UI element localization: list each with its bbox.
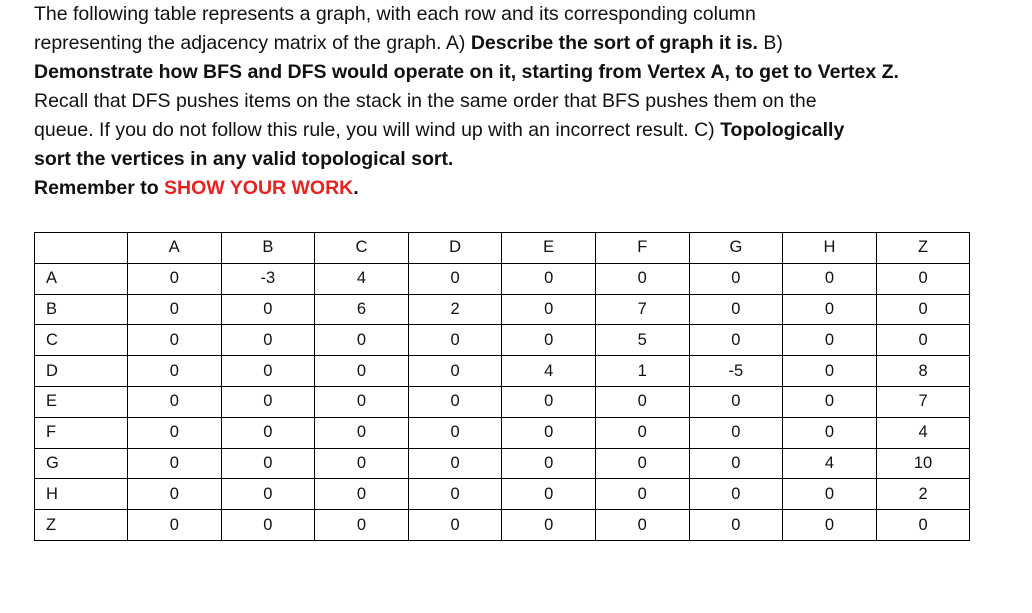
row-header: B bbox=[35, 294, 128, 325]
column-header: E bbox=[502, 233, 596, 264]
table-header-row bbox=[35, 233, 970, 264]
matrix-cell: 0 bbox=[502, 386, 596, 417]
table-row bbox=[35, 417, 970, 448]
matrix-cell: 0 bbox=[689, 386, 783, 417]
row-header: F bbox=[35, 417, 128, 448]
matrix-cell: 0 bbox=[128, 510, 222, 541]
matrix-cell: 0 bbox=[221, 325, 315, 356]
matrix-cell: 0 bbox=[221, 510, 315, 541]
matrix-cell: 0 bbox=[783, 263, 877, 294]
matrix-cell: 0 bbox=[783, 479, 877, 510]
matrix-cell: 0 bbox=[876, 510, 970, 541]
question-line-7 bbox=[34, 174, 994, 203]
row-header: C bbox=[35, 325, 128, 356]
question-line-2 bbox=[34, 29, 994, 58]
matrix-cell: 4 bbox=[502, 356, 596, 387]
matrix-cell: 0 bbox=[595, 386, 689, 417]
matrix-cell: 0 bbox=[689, 263, 783, 294]
column-header: B bbox=[221, 233, 315, 264]
column-header: H bbox=[783, 233, 877, 264]
part-c-prompt-cont: sort the vertices in any valid topological sort. bbox=[34, 148, 454, 170]
matrix-cell: 0 bbox=[783, 417, 877, 448]
matrix-cell: 0 bbox=[595, 448, 689, 479]
matrix-cell: 0 bbox=[221, 448, 315, 479]
matrix-cell: 0 bbox=[408, 479, 502, 510]
matrix-cell: 0 bbox=[128, 448, 222, 479]
question-line-6 bbox=[34, 145, 994, 174]
table-row bbox=[35, 263, 970, 294]
matrix-cell: 0 bbox=[876, 294, 970, 325]
matrix-cell: 0 bbox=[783, 294, 877, 325]
corner-cell bbox=[35, 233, 128, 264]
matrix-cell: 0 bbox=[408, 325, 502, 356]
matrix-cell: 0 bbox=[689, 294, 783, 325]
matrix-cell: 0 bbox=[595, 479, 689, 510]
matrix-cell: 0 bbox=[128, 386, 222, 417]
intro-text-cont: representing the adjacency matrix of the graph. A) bbox=[34, 32, 471, 54]
intro-text: The following table represents a graph, with each row and its corresponding column bbox=[34, 3, 756, 25]
table-row bbox=[35, 294, 970, 325]
matrix-cell: 0 bbox=[502, 479, 596, 510]
matrix-cell: 0 bbox=[128, 479, 222, 510]
matrix-cell: 6 bbox=[315, 294, 409, 325]
matrix-cell: 7 bbox=[876, 386, 970, 417]
column-header: F bbox=[595, 233, 689, 264]
column-header: A bbox=[128, 233, 222, 264]
matrix-cell: 0 bbox=[128, 263, 222, 294]
matrix-cell: -5 bbox=[689, 356, 783, 387]
question-text bbox=[34, 0, 994, 203]
matrix-cell: 0 bbox=[408, 356, 502, 387]
matrix-cell: 7 bbox=[595, 294, 689, 325]
part-b-prompt: Demonstrate how BFS and DFS would operate on it, starting from Vertex A, to get to Vertex Z. bbox=[34, 61, 899, 83]
matrix-cell: 0 bbox=[315, 479, 409, 510]
matrix-cell: 0 bbox=[315, 510, 409, 541]
matrix-cell: 0 bbox=[408, 510, 502, 541]
question-line-5 bbox=[34, 116, 994, 145]
question-line-4 bbox=[34, 87, 994, 116]
matrix-cell: 0 bbox=[221, 294, 315, 325]
table-row bbox=[35, 510, 970, 541]
row-header: E bbox=[35, 386, 128, 417]
matrix-cell: 5 bbox=[595, 325, 689, 356]
table-row bbox=[35, 448, 970, 479]
matrix-cell: 0 bbox=[221, 417, 315, 448]
matrix-cell: 4 bbox=[876, 417, 970, 448]
matrix-cell: 0 bbox=[689, 479, 783, 510]
matrix-cell: 0 bbox=[128, 417, 222, 448]
matrix-cell: 0 bbox=[315, 325, 409, 356]
column-header: C bbox=[315, 233, 409, 264]
matrix-cell: 0 bbox=[221, 479, 315, 510]
show-work-emphasis: SHOW YOUR WORK bbox=[164, 177, 354, 199]
matrix-cell: 0 bbox=[502, 263, 596, 294]
adjacency-matrix-table bbox=[34, 232, 970, 541]
matrix-cell: 2 bbox=[408, 294, 502, 325]
row-header: D bbox=[35, 356, 128, 387]
row-header: Z bbox=[35, 510, 128, 541]
matrix-cell: 0 bbox=[595, 263, 689, 294]
matrix-cell: 0 bbox=[408, 448, 502, 479]
matrix-cell: 0 bbox=[221, 386, 315, 417]
matrix-cell: -3 bbox=[221, 263, 315, 294]
column-header: Z bbox=[876, 233, 970, 264]
matrix-cell: 0 bbox=[502, 448, 596, 479]
matrix-cell: 0 bbox=[783, 325, 877, 356]
matrix-cell: 0 bbox=[128, 356, 222, 387]
matrix-cell: 10 bbox=[876, 448, 970, 479]
matrix-cell: 0 bbox=[689, 417, 783, 448]
question-line-1 bbox=[34, 0, 994, 29]
matrix-cell: 0 bbox=[408, 263, 502, 294]
matrix-cell: 0 bbox=[502, 417, 596, 448]
matrix-cell: 0 bbox=[876, 325, 970, 356]
matrix-cell: 0 bbox=[315, 386, 409, 417]
dfs-note: Recall that DFS pushes items on the stack in the same order that BFS pushes them on the bbox=[34, 90, 817, 112]
matrix-cell: 8 bbox=[876, 356, 970, 387]
matrix-cell: 4 bbox=[783, 448, 877, 479]
column-header: G bbox=[689, 233, 783, 264]
matrix-cell: 0 bbox=[128, 294, 222, 325]
matrix-cell: 1 bbox=[595, 356, 689, 387]
part-a-prompt: Describe the sort of graph it is. bbox=[470, 32, 758, 54]
dfs-note-cont: queue. If you do not follow this rule, you will wind up with an incorrect result. C) bbox=[34, 119, 721, 141]
matrix-cell: 4 bbox=[315, 263, 409, 294]
reminder-text: Remember to bbox=[34, 177, 165, 199]
matrix-cell: 0 bbox=[315, 417, 409, 448]
matrix-cell: 0 bbox=[408, 386, 502, 417]
column-header: D bbox=[408, 233, 502, 264]
matrix-cell: 0 bbox=[502, 510, 596, 541]
matrix-cell: 0 bbox=[689, 325, 783, 356]
matrix-cell: 2 bbox=[876, 479, 970, 510]
matrix-cell: 0 bbox=[595, 417, 689, 448]
row-header: A bbox=[35, 263, 128, 294]
matrix-cell: 0 bbox=[315, 356, 409, 387]
matrix-cell: 0 bbox=[221, 356, 315, 387]
reminder-period: . bbox=[353, 177, 359, 199]
row-header: G bbox=[35, 448, 128, 479]
matrix-cell: 0 bbox=[689, 510, 783, 541]
matrix-cell: 0 bbox=[502, 325, 596, 356]
matrix-cell: 0 bbox=[876, 263, 970, 294]
question-line-3 bbox=[34, 58, 994, 87]
part-c-prompt: Topologically bbox=[720, 119, 845, 141]
matrix-cell: 0 bbox=[783, 356, 877, 387]
matrix-cell: 0 bbox=[689, 448, 783, 479]
matrix-cell: 0 bbox=[502, 294, 596, 325]
matrix-cell: 0 bbox=[783, 510, 877, 541]
matrix-cell: 0 bbox=[783, 386, 877, 417]
row-header: H bbox=[35, 479, 128, 510]
table-row bbox=[35, 386, 970, 417]
matrix-cell: 0 bbox=[595, 510, 689, 541]
matrix-cell: 0 bbox=[315, 448, 409, 479]
table-row bbox=[35, 356, 970, 387]
part-b-marker: B) bbox=[757, 32, 783, 54]
table-row bbox=[35, 479, 970, 510]
table-row bbox=[35, 325, 970, 356]
matrix-cell: 0 bbox=[128, 325, 222, 356]
matrix-cell: 0 bbox=[408, 417, 502, 448]
